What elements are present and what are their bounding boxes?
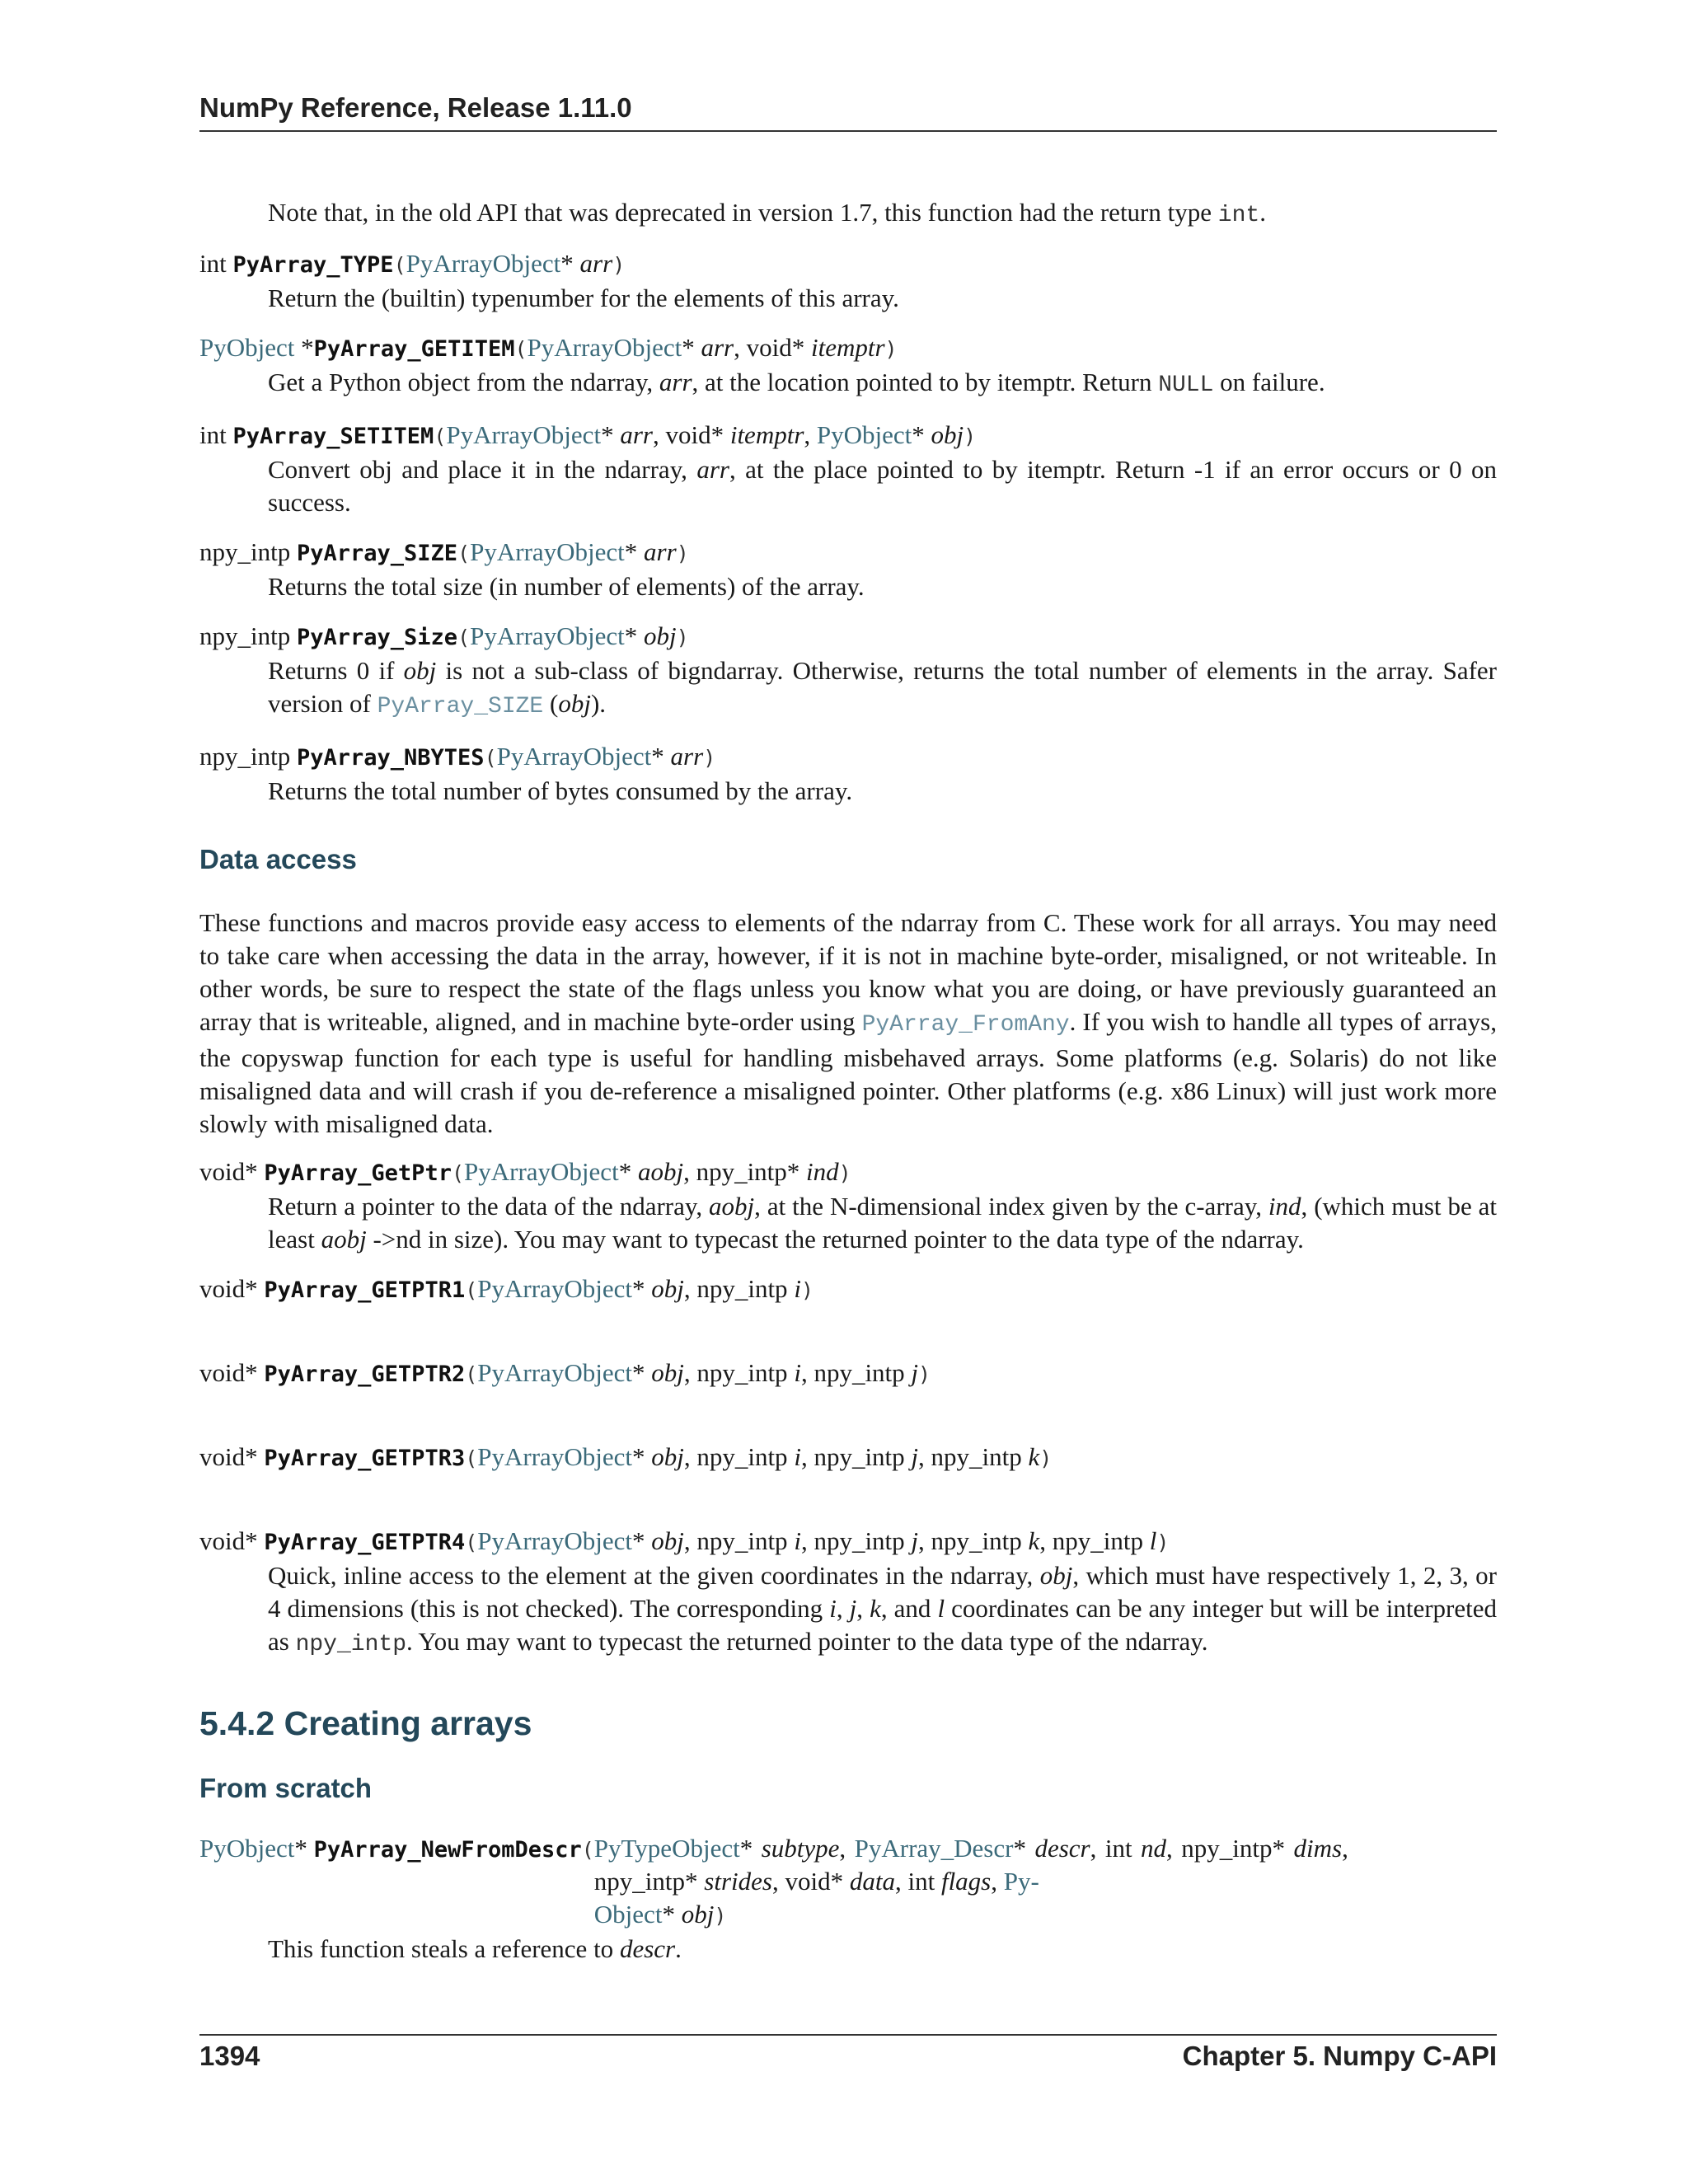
deprecation-note — [268, 196, 1497, 232]
param: i — [794, 1358, 801, 1387]
open-paren: ( — [581, 1838, 594, 1862]
param: strides — [704, 1867, 772, 1896]
desc-em: obj — [558, 689, 591, 718]
signature: int PyArray_SETITEM(PyArrayObject* arr, void* itemptr, PyObject* obj) — [199, 420, 977, 449]
return-type: void* — [199, 1526, 265, 1555]
param-type: npy_intp — [696, 1442, 788, 1471]
open-paren: ( — [465, 1446, 478, 1470]
function-name: PyArray_SIZE — [296, 541, 458, 566]
note-end: . — [1259, 198, 1266, 227]
param: obj — [651, 1526, 684, 1555]
desc-text: . — [675, 1934, 682, 1963]
func-pyarray-getptr1 — [199, 1272, 1497, 1307]
func-pyarray-getptr — [199, 1155, 1497, 1256]
param: arr — [579, 249, 613, 278]
func-pyarray-getptr2 — [199, 1357, 1497, 1391]
desc-text: ). — [590, 689, 607, 718]
signature: void* PyArray_GETPTR2(PyArrayObject* obj, npy_intp i, npy_intp j) — [199, 1358, 931, 1387]
param: aobj — [637, 1157, 684, 1186]
desc-text: ( — [543, 689, 559, 718]
signature: npy_intp PyArray_Size(PyArrayObject* obj) — [199, 621, 689, 650]
signature: void* PyArray_GETPTR3(PyArrayObject* obj, npy_intp i, npy_intp j, npy_intp k) — [199, 1442, 1053, 1471]
type-link[interactable]: PyArray_Descr — [854, 1834, 1014, 1863]
param: i — [794, 1442, 801, 1471]
open-paren: ( — [465, 1278, 478, 1302]
param: obj — [681, 1900, 715, 1929]
desc-em: obj — [1039, 1561, 1073, 1590]
close-paren: ) — [964, 424, 977, 448]
param: obj — [651, 1442, 684, 1471]
function-name: PyArray_NBYTES — [296, 745, 485, 771]
return-type: int — [199, 249, 233, 278]
param: arr — [644, 537, 677, 566]
param: itemptr — [729, 420, 804, 449]
desc-em: aobj — [709, 1192, 755, 1221]
type-link[interactable]: Object — [593, 1900, 663, 1929]
signature — [199, 1832, 1497, 1933]
param-type: npy_intp — [814, 1526, 905, 1555]
signature: PyObject *PyArray_GETITEM(PyArrayObject* arr, void* itemptr) — [199, 333, 898, 362]
document-page — [199, 0, 1497, 2184]
param: data — [849, 1867, 895, 1896]
param: obj — [651, 1274, 684, 1303]
signature: npy_intp PyArray_NBYTES(PyArrayObject* arr) — [199, 742, 716, 771]
note-text: Note that, in the old API that was deprecated in version 1.7, this function had the return type — [268, 198, 1218, 227]
function-name: PyArray_GETPTR4 — [264, 1530, 466, 1555]
note-code: int — [1217, 203, 1260, 228]
desc-em: obj — [403, 656, 437, 685]
type-link[interactable]: PyArrayObject — [470, 537, 625, 566]
signature-args: PyTypeObject* subtype, PyArray_Descr* descr, int nd, npy_intp* dims, npy_intp* strides, void* data, int flags, Py- Object* obj) — [593, 1834, 1348, 1929]
close-paren: ) — [884, 337, 898, 361]
desc-code: NULL — [1158, 373, 1214, 398]
open-paren: ( — [451, 1161, 465, 1185]
param-type: npy_intp — [814, 1442, 905, 1471]
open-paren: ( — [457, 541, 471, 565]
signature: void* PyArray_GETPTR1(PyArrayObject* obj, npy_intp i) — [199, 1274, 814, 1303]
desc-text: Convert obj and place it in the ndarray, — [268, 455, 697, 484]
param: itemptr — [810, 333, 885, 362]
desc-text: ->nd in size). You may want to typecast the returned pointer to the data type of the ndarray. — [366, 1225, 1304, 1254]
param-type: npy_intp* — [593, 1867, 698, 1896]
param: k — [1028, 1526, 1040, 1555]
type-link[interactable]: PyObject — [816, 420, 912, 449]
signature: int PyArray_TYPE(PyArrayObject* arr) — [199, 249, 626, 278]
param-type: npy_intp* — [696, 1157, 800, 1186]
desc-text: , which must have respectively 1, 2, 3, or 4 dimensions (this is not checked). The corresponding — [268, 1561, 1497, 1623]
desc-em: k — [870, 1594, 881, 1623]
close-paren: ) — [918, 1362, 931, 1386]
param-type: npy_intp — [696, 1358, 788, 1387]
desc-text: is not a sub-class of bigndarray. Otherwise, returns the total number of elements in the array. Safer version of — [268, 656, 1498, 718]
param-type: npy_intp* — [1181, 1834, 1286, 1863]
open-paren: ( — [514, 337, 528, 361]
header-rule — [199, 130, 1497, 132]
func-pyarray-getptr4 — [199, 1525, 1497, 1661]
return-type-link[interactable]: PyObject — [199, 1834, 295, 1863]
param: obj — [651, 1358, 684, 1387]
param-type: npy_intp — [814, 1358, 905, 1387]
running-header: NumPy Reference, Release 1.11.0 — [199, 92, 632, 123]
param: j — [911, 1358, 919, 1387]
close-paren: ) — [800, 1278, 814, 1302]
param-type: npy_intp — [931, 1442, 1022, 1471]
description — [268, 654, 1497, 724]
desc-text: , at the N-dimensional index given by the c-array, — [754, 1192, 1268, 1221]
signature: void* PyArray_GetPtr(PyArrayObject* aobj, npy_intp* ind) — [199, 1157, 851, 1186]
param: dims — [1293, 1834, 1343, 1863]
function-name: PyArray_GetPtr — [264, 1160, 452, 1186]
signature-lead: PyObject* PyArray_NewFromDescr( — [199, 1834, 594, 1863]
type-link[interactable]: PyArrayObject — [464, 1157, 619, 1186]
param-type: npy_intp — [696, 1526, 788, 1555]
return-type: int — [199, 420, 233, 449]
func-pyarray-newfromdescr — [199, 1832, 1497, 1966]
close-paren: ) — [703, 746, 716, 770]
desc-text: Get a Python object from the ndarray, — [268, 368, 659, 396]
type-link[interactable]: PyArrayObject — [470, 621, 625, 650]
function-name: PyArray_GETPTR3 — [264, 1446, 466, 1471]
para-text: These functions and macros provide easy access to elements of the ndarray from C. These work for all arrays. You may need to take care when accessing the data in the array, however, if it is not in machine byte-order, misaligned, or not writeable. In other words, be sure to respect the state of the flags unless you know what you are doing, or have previously guaranteed an array that is writeable, aligned, and in machine byte-order using — [199, 908, 1497, 1036]
param: j — [911, 1442, 919, 1471]
description: Returns the total size (in number of elements) of the array. — [268, 572, 865, 601]
description: Return the (builtin) typenumber for the elements of this array. — [268, 284, 899, 312]
return-type-link[interactable]: PyObject — [199, 333, 295, 362]
return-type: void* — [199, 1157, 265, 1186]
type-link[interactable]: PyArrayObject — [477, 1274, 632, 1303]
desc-em: arr — [659, 368, 692, 396]
function-name: PyArray_TYPE — [232, 252, 394, 278]
func-pyarray-type — [199, 247, 1497, 315]
data-access-paragraph — [199, 907, 1497, 1141]
close-paren: ) — [1039, 1446, 1053, 1470]
param: obj — [931, 420, 964, 449]
param: i — [794, 1526, 801, 1555]
desc-text: , (which must be at least — [268, 1192, 1498, 1254]
type-link[interactable]: PyArrayObject — [477, 1358, 632, 1387]
description — [268, 366, 1497, 402]
type-link[interactable]: PyArrayObject — [527, 333, 682, 362]
close-paren: ) — [838, 1161, 851, 1185]
return-type: npy_intp — [199, 537, 297, 566]
desc-text: coordinates can be any integer but will be interpreted as — [268, 1594, 1498, 1656]
type-link[interactable]: PyArrayObject — [477, 1442, 632, 1471]
function-name: PyArray_SETITEM — [232, 424, 434, 449]
description — [268, 1933, 1497, 1966]
return-type: void* — [199, 1274, 265, 1303]
func-pyarray-nbytes — [199, 740, 1497, 808]
close-paren: ) — [676, 541, 689, 565]
close-paren: ) — [1156, 1530, 1170, 1554]
description — [268, 1190, 1497, 1256]
open-paren: ( — [484, 746, 497, 770]
desc-em: ind — [1268, 1192, 1301, 1221]
param: l — [1149, 1526, 1157, 1555]
function-name: PyArray_GETPTR2 — [264, 1361, 466, 1387]
desc-em: j — [849, 1594, 857, 1623]
param-type: void* — [746, 333, 805, 362]
param-type: int — [907, 1867, 935, 1896]
type-link[interactable]: PyArrayObject — [406, 249, 561, 278]
footer-rule — [199, 2034, 1497, 2036]
param: flags — [940, 1867, 992, 1896]
return-type: void* — [199, 1358, 265, 1387]
function-name: PyArray_GETITEM — [313, 336, 515, 362]
return-type: npy_intp — [199, 621, 297, 650]
func-pyarray-getitem — [199, 331, 1497, 402]
open-paren: ( — [393, 253, 406, 277]
desc-em: i — [829, 1594, 837, 1623]
param: ind — [806, 1157, 839, 1186]
param: j — [911, 1526, 919, 1555]
type-link[interactable]: PyTypeObject — [593, 1834, 740, 1863]
desc-code: npy_intp — [295, 1632, 406, 1657]
param: subtype — [761, 1834, 840, 1863]
param-type: npy_intp — [696, 1274, 788, 1303]
chapter-title: Chapter 5. Numpy C-API — [1182, 2041, 1497, 2071]
param: obj — [644, 621, 677, 650]
close-paren: ) — [714, 1904, 727, 1928]
function-name: PyArray_NewFromDescr — [313, 1837, 582, 1863]
param-type: npy_intp — [1052, 1526, 1144, 1555]
function-name: PyArray_Size — [296, 625, 458, 650]
close-paren: ) — [676, 626, 689, 649]
desc-em: arr — [696, 455, 729, 484]
section-heading-data-access: Data access — [199, 844, 357, 874]
param: arr — [701, 333, 734, 362]
function-name: PyArray_GETPTR1 — [264, 1277, 466, 1303]
return-type: void* — [199, 1442, 265, 1471]
desc-text: , and — [880, 1594, 938, 1623]
desc-text: Returns 0 if — [268, 656, 404, 685]
open-paren: ( — [434, 424, 447, 448]
pyarray-size-link[interactable]: PyArray_SIZE — [377, 694, 544, 719]
page-number: 1394 — [199, 2041, 260, 2071]
desc-text: , at the place pointed to by itemptr. Return -1 if an error occurs or 0 on success. — [268, 455, 1498, 517]
type-link[interactable]: PyArrayObject — [446, 420, 602, 449]
signature: npy_intp PyArray_SIZE(PyArrayObject* arr) — [199, 537, 689, 566]
param-type: int — [1104, 1834, 1132, 1863]
desc-text: This function steals a reference to — [268, 1934, 620, 1963]
running-footer — [199, 2041, 1497, 2072]
open-paren: ( — [457, 626, 471, 649]
param: nd — [1141, 1834, 1167, 1863]
description: Quick, inline access to the element at the given coordinates in the ndarray, obj, which must have respectively 1, 2, 3, or 4 dimensions (this is not checked). The corresponding i, j, k, and l coordinates can be any integer but will be interpreted as npy_intp. You may want to typecast the returned pointer to the data type of the ndarray. — [268, 1561, 1498, 1657]
type-link[interactable]: PyArrayObject — [477, 1526, 632, 1555]
desc-text: , at the location pointed to by itemptr. Return — [692, 368, 1159, 396]
func-pyarray-size — [199, 620, 1497, 724]
param: arr — [620, 420, 653, 449]
desc-text: on failure. — [1213, 368, 1325, 396]
desc-em: descr — [619, 1934, 676, 1963]
desc-text: . You may want to typecast the returned pointer to the data type of the ndarray. — [406, 1627, 1208, 1656]
desc-text: Quick, inline access to the element at the given coordinates in the ndarray, — [268, 1561, 1040, 1590]
description: Returns the total number of bytes consumed by the array. — [268, 776, 853, 805]
func-pyarray-setitem — [199, 419, 1497, 519]
type-link[interactable]: PyArrayObject — [496, 742, 652, 771]
param-type: npy_intp — [931, 1526, 1022, 1555]
subsection-heading-from-scratch: From scratch — [199, 1773, 373, 1803]
desc-em: l — [937, 1594, 945, 1623]
return-type: npy_intp — [199, 742, 297, 771]
description — [268, 453, 1497, 519]
open-paren: ( — [465, 1362, 478, 1386]
page-body — [199, 196, 1497, 1982]
signature: void* PyArray_GETPTR4(PyArrayObject* obj, npy_intp i, npy_intp j, npy_intp k, npy_intp l) — [199, 1526, 1170, 1555]
desc-text: Return a pointer to the data of the ndarray, — [268, 1192, 710, 1221]
param: i — [794, 1274, 801, 1303]
param: k — [1028, 1442, 1040, 1471]
param: arr — [670, 742, 704, 771]
param-type: void* — [785, 1867, 844, 1896]
param: descr — [1034, 1834, 1090, 1863]
func-pyarray-getptr3 — [199, 1441, 1497, 1475]
func-pyarray-size-macro — [199, 536, 1497, 603]
desc-em: aobj — [321, 1225, 367, 1254]
para-text: . If you wish to handle all types of arrays, the copyswap function for each type is useful for handling misbehaved arrays. Some platforms (e.g. Solaris) do not like misaligned data and will crash if you de-reference a misaligned pointer. Other platforms (e.g. x86 Linux) will just work more slowly with misaligned data. — [199, 1007, 1497, 1138]
type-link[interactable]: Py- — [1003, 1867, 1039, 1896]
param-type: void* — [665, 420, 724, 449]
open-paren: ( — [465, 1530, 478, 1554]
close-paren: ) — [612, 253, 626, 277]
pyarray-fromany-link[interactable]: PyArray_FromAny — [861, 1012, 1070, 1038]
section-heading-creating-arrays: 5.4.2 Creating arrays — [199, 1704, 532, 1742]
